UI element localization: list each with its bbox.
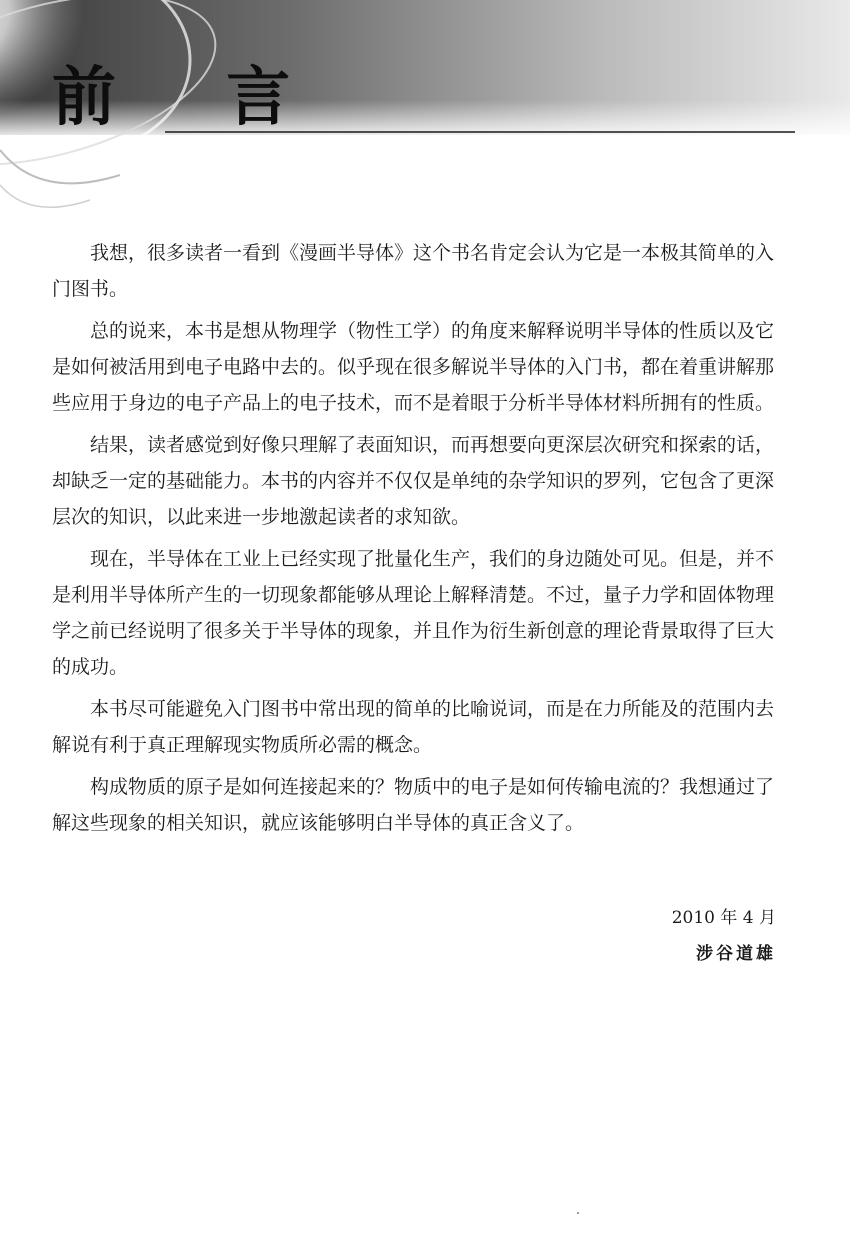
- preface-body: [52, 235, 774, 847]
- paragraph-6: 构成物质的原子是如何连接起来的？物质中的电子是如何传输电流的？我想通过了解这些现象的相关知识，就应该能够明白半导体的真正含义了。: [52, 776, 775, 834]
- page-title: 前 言: [52, 61, 335, 135]
- signature-date: 2010 年 4 月: [671, 908, 776, 928]
- paragraph-1: 我想，很多读者一看到《漫画半导体》这个书名肯定会认为它是一本极其简单的入门图书。: [52, 242, 775, 300]
- paragraph-2: 总的说来，本书是想从物理学（物性工学）的角度来解释说明半导体的性质以及它是如何被活用到电子电路中去的。似乎现在很多解说半导体的入门书，都在着重讲解那些应用于身边的电子产品上的电子技术，而不是着眼于分析半导体材料所拥有的性质。: [52, 320, 775, 414]
- signature-block: [672, 900, 776, 972]
- signature-author: 涉谷道雄: [696, 944, 776, 964]
- paragraph-4: 现在，半导体在工业上已经实现了批量化生产，我们的身边随处可见。但是，并不是利用半导体所产生的一切现象都能够从理论上解释清楚。不过，量子力学和固体物理学之前已经说明了很多关于半导体的现象，并且作为衍生新创意的理论背景取得了巨大的成功。: [52, 548, 775, 678]
- paragraph-3: 结果，读者感觉到好像只理解了表面知识，而再想要向更深层次研究和探索的话，却缺乏一定的基础能力。本书的内容并不仅仅是单纯的杂学知识的罗列，它包含了更深层次的知识，以此来进一步地激起读者的求知欲。: [52, 434, 775, 528]
- paragraph-5: 本书尽可能避免入门图书中常出现的简单的比喻说词，而是在力所能及的范围内去解说有利于真正理解现实物质所必需的概念。: [52, 698, 775, 756]
- scan-speck: [577, 1212, 579, 1214]
